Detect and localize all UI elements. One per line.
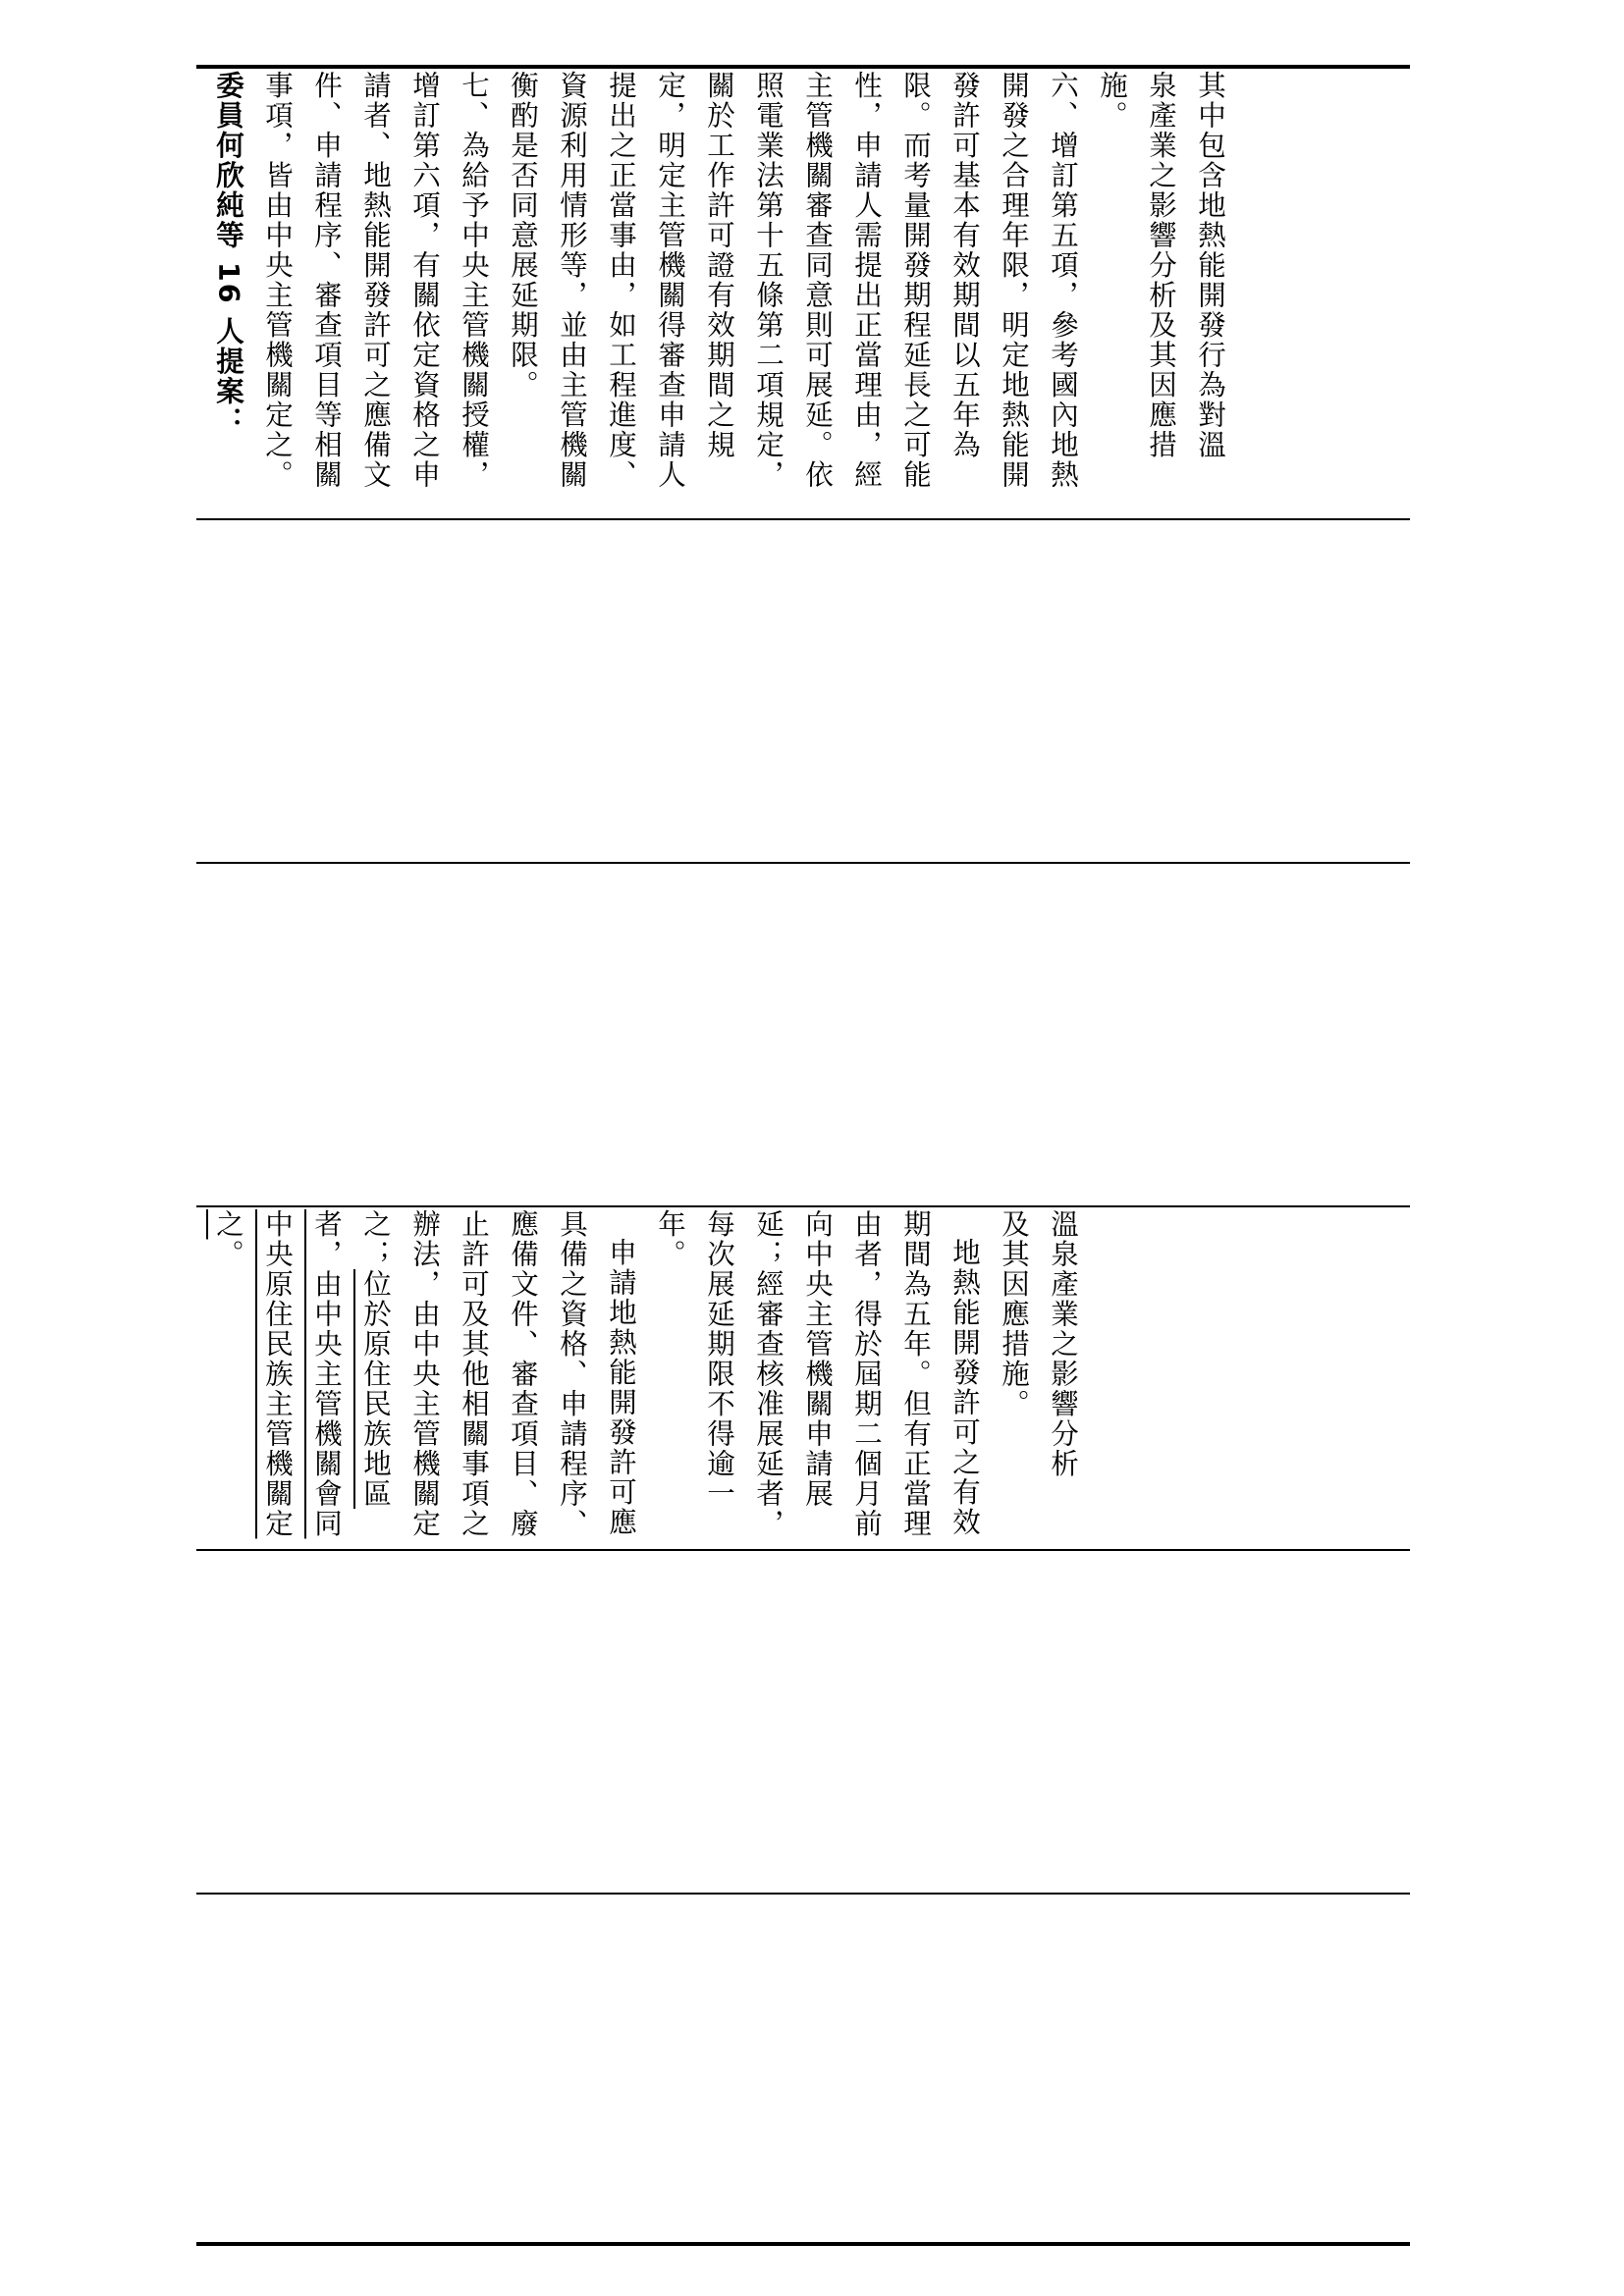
article-text <box>203 1209 1087 1545</box>
article-paragraph-3-end: 。 <box>212 1239 244 1269</box>
item-7-paragraph: 七、為給予中央主管機關授權，增訂第六項，有關依定資格之申請者、地熱能開發許可之應備文件、申請程序、審查項目等相關事項，皆由中央主管機關定之。 <box>261 71 490 490</box>
proposer-heading: 委員何欣純等 16 人提案： <box>212 71 244 437</box>
row-divider-3 <box>196 1205 1410 1207</box>
intro-line-2: 泉產業之影響分析及其因應措 <box>1145 71 1177 460</box>
table-top-border <box>196 65 1410 69</box>
article-paragraph-3 <box>203 1209 645 1545</box>
intro-line-1: 其中包含地熱能開發行為對溫 <box>1194 71 1226 460</box>
row-divider-4 <box>196 1549 1410 1551</box>
row-divider-2 <box>196 862 1410 864</box>
explanation-text <box>203 71 1234 516</box>
row-divider-5 <box>196 1893 1410 1895</box>
article-text-cell <box>203 1209 1403 1545</box>
article-line-2: 及其因應措施。 <box>998 1209 1030 1419</box>
item-6-paragraph: 六、增訂第五項，參考國內地熱開發之合理年限，明定地熱能開發許可基本有效期間以五年為限。而考量開發期程延長之可能性，申請人需提出正當理由，經主管機關審查同意則可展延。依照電業法第十五條第二項規定，關於工作許可證有效期間之規定，明定主管機關得審查申請人提出之正當事由，如工程進度、資源利用情形等，並由主管機關衡酌是否同意展延期限。 <box>507 71 1079 490</box>
explanation-cell <box>203 71 1403 516</box>
intro-line-3: 施。 <box>1096 71 1128 131</box>
row-divider-1 <box>196 518 1410 520</box>
article-line-1: 溫泉產業之影響分析 <box>1047 1209 1079 1479</box>
article-paragraph-2: 地熱能開發許可之有效期間為五年。但有正當理由者，得於屆期二個月前向中央主管機關申請展延；經審查核准展延者，每次展延期限不得逾一年。 <box>654 1209 981 1539</box>
table-bottom-border <box>196 2242 1410 2246</box>
article-paragraph-3-plain: 申請地熱能開發許可應具備之資格、申請程序、應備文件、審查項目、廢止許可及其他相關事項之辦法，由中央主管機關定之； <box>359 1209 637 1539</box>
article-paragraph-3-underlined: 位於原住民族地區者，由中央主管機關會同中央原住民族主管機關定之 <box>212 1209 392 1539</box>
